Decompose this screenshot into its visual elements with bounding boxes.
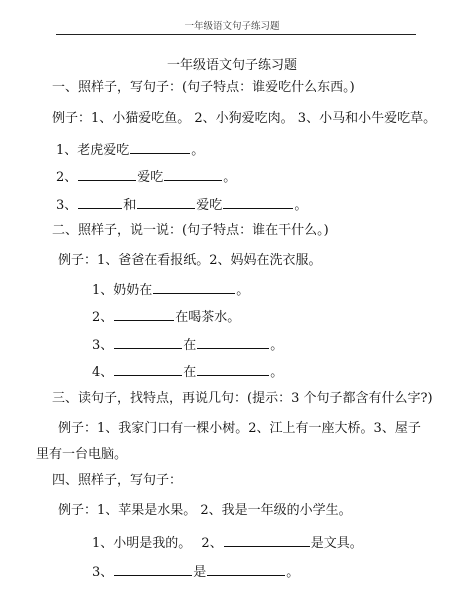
question-text: 2、 xyxy=(92,310,114,325)
section2-heading: 二、照样子，说一说：(句子特点：谁在干什么。) xyxy=(52,223,329,238)
question-text: 1、老虎爱吃 xyxy=(56,143,130,158)
section3-example-line1: 例子：1、我家门口有一棵小树。2、江上有一座大桥。3、屋子 xyxy=(58,421,421,436)
section2-question-2 xyxy=(92,308,240,326)
section4-heading: 四、照样子，写句子： xyxy=(52,473,183,488)
question-text: 。 xyxy=(270,338,284,353)
question-text: 3、 xyxy=(56,198,78,213)
question-text: 4、 xyxy=(92,365,114,380)
section1-heading: 一、照样子，写句子：(句子特点：谁爱吃什么东西。) xyxy=(52,80,355,95)
answer-blank[interactable] xyxy=(130,141,190,154)
section2-question-3 xyxy=(92,336,283,354)
answer-blank[interactable] xyxy=(164,168,222,181)
question-text: 。 xyxy=(270,365,284,380)
section3-example-line2: 里有一台电脑。 xyxy=(36,447,128,462)
answer-blank[interactable] xyxy=(197,336,269,349)
section2-question-4 xyxy=(92,363,283,381)
section1-example: 例子：1、小猫爱吃鱼。 2、小狗爱吃肉。 3、小马和小牛爱吃草。 xyxy=(52,111,437,126)
section2-example: 例子：1、爸爸在看报纸。2、妈妈在洗衣服。 xyxy=(58,253,322,268)
section1-question-3 xyxy=(56,196,307,214)
question-text: 是文具。 xyxy=(310,536,363,551)
answer-blank[interactable] xyxy=(223,196,293,209)
question-text: 在喝茶水。 xyxy=(175,310,241,325)
section4-questions-1-2 xyxy=(92,534,363,552)
question-text: 是 xyxy=(193,565,207,580)
question-text: 。 xyxy=(294,198,308,213)
question-text: 。 xyxy=(236,283,250,298)
question-text: 1、小明是我的。 xyxy=(92,536,192,551)
document-title: 一年级语文句子练习题 xyxy=(166,58,297,73)
answer-blank[interactable] xyxy=(207,563,285,576)
answer-blank[interactable] xyxy=(114,363,182,376)
answer-blank[interactable] xyxy=(114,336,182,349)
question-text: 2、 xyxy=(56,170,78,185)
question-text: 在 xyxy=(183,338,197,353)
question-text: 。 xyxy=(223,170,237,185)
answer-blank[interactable] xyxy=(78,196,122,209)
section2-question-1 xyxy=(92,281,249,299)
question-text: 。 xyxy=(286,565,300,580)
question-text: 2、 xyxy=(201,536,223,551)
question-text: 爱吃 xyxy=(196,198,223,213)
question-text: 。 xyxy=(191,143,205,158)
answer-blank[interactable] xyxy=(114,563,192,576)
answer-blank[interactable] xyxy=(153,281,235,294)
answer-blank[interactable] xyxy=(197,363,269,376)
question-text: 3、 xyxy=(92,338,114,353)
section4-question-3 xyxy=(92,563,299,581)
answer-blank[interactable] xyxy=(224,534,310,547)
answer-blank[interactable] xyxy=(114,308,174,321)
question-text: 爱吃 xyxy=(137,170,164,185)
answer-blank[interactable] xyxy=(78,168,136,181)
section4-example: 例子：1、苹果是水果。 2、我是一年级的小学生。 xyxy=(58,503,352,518)
question-text: 在 xyxy=(183,365,197,380)
header-divider xyxy=(56,34,416,35)
section1-question-2 xyxy=(56,168,236,186)
section3-heading: 三、读句子，找特点，再说几句：(提示：3 个句子都含有什么字?) xyxy=(52,391,433,406)
running-header: 一年级语文句子练习题 xyxy=(184,21,280,32)
section1-question-1 xyxy=(56,141,204,159)
question-text: 3、 xyxy=(92,565,114,580)
answer-blank[interactable] xyxy=(137,196,195,209)
question-text: 和 xyxy=(123,198,137,213)
question-text: 1、奶奶在 xyxy=(92,283,153,298)
